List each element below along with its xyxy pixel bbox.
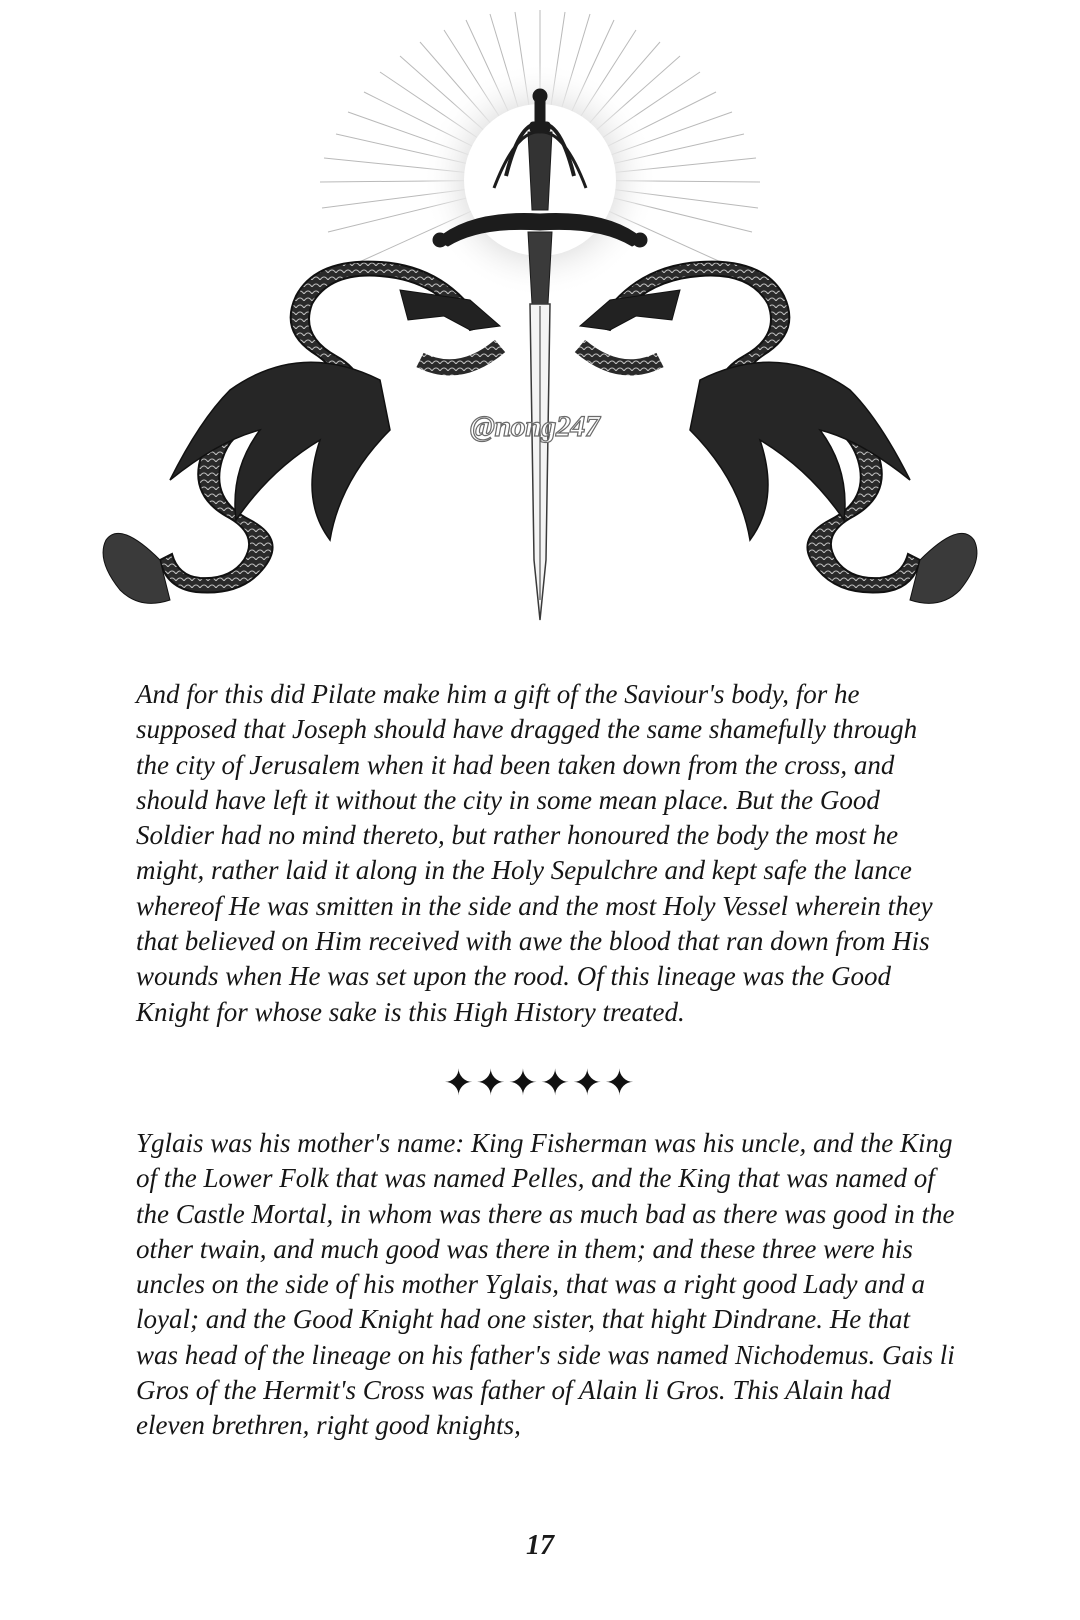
page-number: 17 (526, 1530, 554, 1561)
section-divider: ✦✦✦✦✦✦ (443, 1063, 637, 1104)
header-illustration (0, 0, 1080, 660)
sword-and-dragons-illustration (0, 0, 1080, 660)
left-dragon (103, 262, 500, 604)
right-dragon (580, 262, 977, 604)
body-paragraph-1: And for this did Pilate make him a gift of the Saviour's body, for he supposed that Joseph should have dragged the same shamefully through the city of Jerusalem when it had been taken down from the cross, and should have left it without the city in some mean place. But the Good Soldier had no mind thereto, but rather honoured the body the most he might, rather laid it along in the Holy Sepulchre and kept safe the lance whereof He was smitten in the side and the most Holy Vessel wherein they that believed on Him received with awe the blood that ran down from His wounds when He was set upon the rood. Of this lineage was the Good Knight for whose sake is this High History treated. (136, 679, 933, 1027)
watermark: @nong247 (470, 410, 600, 443)
body-paragraph-2: Yglais was his mother's name: King Fisherman was his uncle, and the King of the Lower Folk that was named Pelles, and the King that was named of the Castle Mortal, in whom was there as much bad as there was good in the other twain, and much good was there in them; and these three were his uncles on the side of his mother Yglais, that was a right good Lady and a loyal; and the Good Knight had one sister, that hight Dindrane. He that was head of the lineage on his father's side was named Nichodemus. Gais li Gros of the Hermit's Cross was father of Alain li Gros. This Alain had eleven brethren, right good knights, (136, 1128, 955, 1441)
